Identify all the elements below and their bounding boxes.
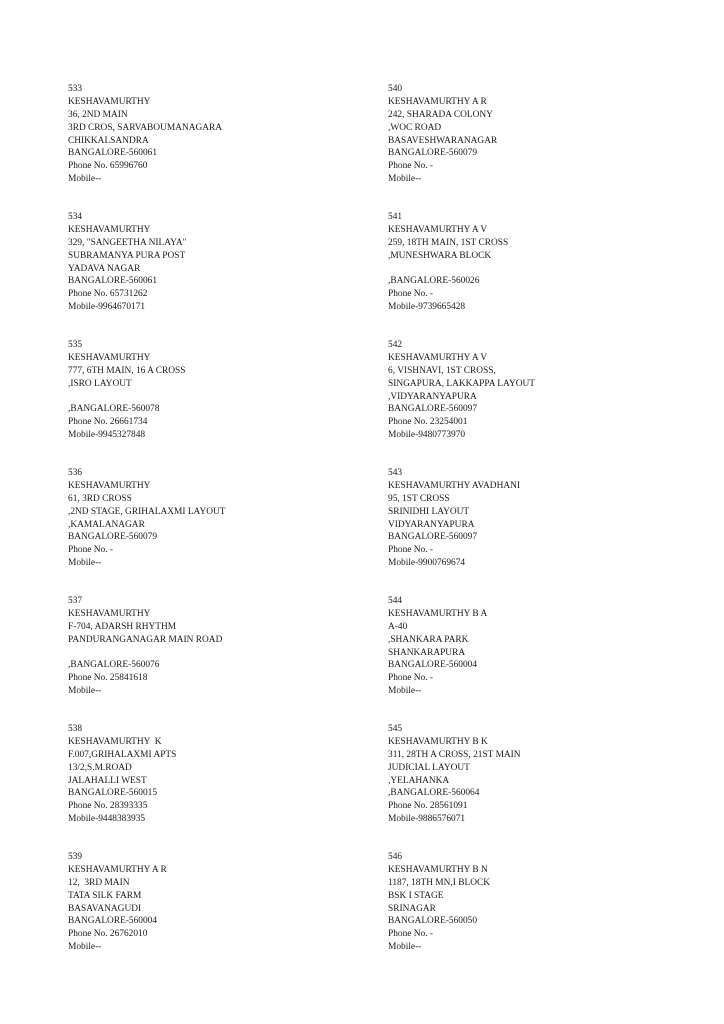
address-line-1: F-704, ADARSH RHYTHM	[68, 621, 177, 632]
person-name: KESHAVAMURTHY A R	[388, 96, 487, 107]
city-pincode: BANGALORE-560079	[68, 532, 158, 543]
address-line-1: 259, 18TH MAIN, 1ST CROSS	[388, 237, 509, 248]
address-line-3: ,KAMALANAGAR	[68, 519, 145, 530]
phone-number: Phone No. -	[388, 289, 434, 300]
person-name: KESHAVAMURTHY A R	[68, 864, 167, 875]
phone-number: Phone No. -	[388, 545, 434, 556]
phone-number: Phone No. 65731262	[68, 289, 148, 300]
directory-entry	[388, 851, 688, 979]
phone-number: Phone No. -	[388, 161, 434, 172]
address-line-3: YADAVA NAGAR	[68, 263, 141, 274]
directory-entry	[388, 595, 688, 723]
city-pincode: BANGALORE-560079	[388, 148, 478, 159]
phone-number: Phone No. 25841618	[68, 673, 148, 684]
city-pincode: BANGALORE-560050	[388, 916, 478, 927]
address-line-2: ,MUNESHWARA BLOCK	[388, 250, 492, 261]
entry-number: 541	[388, 212, 403, 222]
mobile-number: Mobile--	[68, 174, 102, 185]
phone-number: Phone No. -	[388, 929, 434, 940]
address-line-2: 3RD CROS, SARVABOUMANAGARA	[68, 122, 223, 133]
city-pincode: BANGALORE-560061	[68, 276, 158, 287]
person-name: KESHAVAMURTHY A V	[388, 224, 488, 235]
mobile-number: Mobile--	[68, 942, 102, 953]
address-line-3: BASAVANAGUDI	[68, 903, 142, 914]
directory-entry	[388, 467, 688, 595]
directory-entry	[68, 723, 368, 851]
address-line-2: PANDURANGANAGAR MAIN ROAD	[68, 634, 223, 645]
address-line-2: ,2ND STAGE, GRIHALAXMI LAYOUT	[68, 506, 226, 517]
address-line-2: 13/2,S.M.ROAD	[68, 762, 132, 773]
mobile-number: Mobile-9945327848	[68, 430, 146, 441]
person-name: KESHAVAMURTHY A V	[388, 352, 488, 363]
phone-number: Phone No. -	[388, 673, 434, 684]
entry-number: 542	[388, 340, 403, 350]
address-line-2: ,WOC ROAD	[388, 122, 442, 133]
entry-number: 538	[68, 724, 83, 734]
mobile-number: Mobile-9448383935	[68, 814, 146, 825]
mobile-number: Mobile-9900769674	[388, 558, 466, 569]
person-name: KESHAVAMURTHY	[68, 96, 151, 107]
person-name: KESHAVAMURTHY	[68, 480, 151, 491]
directory-entry	[68, 211, 368, 339]
entry-number: 545	[388, 724, 403, 734]
address-line-2: SUBRAMANYA PURA POST	[68, 250, 186, 261]
city-pincode: ,BANGALORE-560026	[388, 276, 480, 287]
address-line-3: SHANKARAPURA	[388, 647, 466, 658]
address-line-2: TATA SILK FARM	[68, 890, 142, 901]
city-pincode: ,BANGALORE-560078	[68, 404, 160, 415]
address-line-3	[68, 647, 368, 660]
address-line-2: ,ISRO LAYOUT	[68, 378, 132, 389]
phone-number: Phone No. 28393335	[68, 801, 148, 812]
city-pincode: BANGALORE-560004	[68, 916, 158, 927]
mobile-number: Mobile-9739665428	[388, 302, 466, 313]
city-pincode: BANGALORE-560061	[68, 148, 158, 159]
city-pincode: BANGALORE-560097	[388, 532, 478, 543]
mobile-number: Mobile--	[68, 558, 102, 569]
right-column	[388, 83, 688, 979]
address-line-3: VIDYARANYAPURA	[388, 519, 475, 530]
address-line-1: 311, 28TH A CROSS, 21ST MAIN	[388, 749, 521, 760]
address-line-3: SRINAGAR	[388, 903, 436, 914]
person-name: KESHAVAMURTHY AVADHANI	[388, 480, 521, 491]
person-name: KESHAVAMURTHY B K	[388, 736, 488, 747]
directory-entry	[388, 83, 688, 211]
person-name: KESHAVAMURTHY B N	[388, 864, 488, 875]
address-line-1: 36, 2ND MAIN	[68, 109, 128, 120]
mobile-number: Mobile--	[388, 174, 422, 185]
city-pincode: ,BANGALORE-560064	[388, 788, 480, 799]
address-line-1: 12, 3RD MAIN	[68, 877, 130, 888]
person-name: KESHAVAMURTHY K	[68, 736, 162, 747]
address-line-1: A-40	[388, 621, 408, 632]
left-column	[68, 83, 368, 979]
address-line-1: 6, VISHNAVI, 1ST CROSS,	[388, 365, 496, 376]
entry-number: 544	[388, 596, 403, 606]
directory-entry	[68, 595, 368, 723]
city-pincode: BANGALORE-560097	[388, 404, 478, 415]
entry-number: 543	[388, 468, 403, 478]
address-line-3	[388, 263, 688, 276]
directory-entry	[388, 211, 688, 339]
directory-entry	[68, 339, 368, 467]
mobile-number: Mobile-9480773970	[388, 430, 466, 441]
phone-number: Phone No. 65996760	[68, 161, 148, 172]
entry-number: 540	[388, 84, 403, 94]
address-line-2: JUDICIAL LAYOUT	[388, 762, 470, 773]
entry-number: 537	[68, 596, 83, 606]
entry-number: 534	[68, 212, 83, 222]
entry-number: 535	[68, 340, 83, 350]
address-line-1: 61, 3RD CROSS	[68, 493, 132, 504]
mobile-number: Mobile--	[68, 686, 102, 697]
entry-number: 546	[388, 852, 403, 862]
mobile-number: Mobile-9886576071	[388, 814, 466, 825]
address-line-3	[68, 391, 368, 404]
address-line-1: 95, 1ST CROSS	[388, 493, 450, 504]
address-line-2: BSK I STAGE	[388, 890, 444, 901]
phone-number: Phone No. -	[68, 545, 114, 556]
entry-number: 533	[68, 84, 83, 94]
city-pincode: BANGALORE-560004	[388, 660, 478, 671]
entry-number: 536	[68, 468, 83, 478]
address-line-1: F.007,GRIHALAXMI APTS	[68, 749, 177, 760]
directory-entry	[68, 851, 368, 979]
directory-entry	[68, 83, 368, 211]
city-pincode: BANGALORE-560015	[68, 788, 158, 799]
address-line-1: 1187, 18TH MN,I BLOCK	[388, 877, 490, 888]
city-pincode: ,BANGALORE-560076	[68, 660, 160, 671]
address-line-1: 329, "SANGEETHA NILAYA"	[68, 237, 187, 248]
phone-number: Phone No. 26661734	[68, 417, 148, 428]
entry-number: 539	[68, 852, 83, 862]
address-line-1: 242, SHARADA COLONY	[388, 109, 493, 120]
address-line-3: CHIKKALSANDRA	[68, 135, 149, 146]
phone-number: Phone No. 26762010	[68, 929, 148, 940]
directory-entry	[388, 723, 688, 851]
phone-number: Phone No. 23254001	[388, 417, 468, 428]
person-name: KESHAVAMURTHY B A	[388, 608, 488, 619]
person-name: KESHAVAMURTHY	[68, 352, 151, 363]
phone-number: Phone No. 28561091	[388, 801, 468, 812]
mobile-number: Mobile-9964670171	[68, 302, 146, 313]
address-line-1: 777, 6TH MAIN, 16 A CROSS	[68, 365, 186, 376]
address-line-3: ,YELAHANKA	[388, 775, 450, 786]
mobile-number: Mobile--	[388, 686, 422, 697]
directory-entry	[68, 467, 368, 595]
mobile-number: Mobile--	[388, 942, 422, 953]
address-line-2: ,SHANKARA PARK	[388, 634, 469, 645]
address-line-3: JALAHALLI WEST	[68, 775, 147, 786]
address-line-3: BASAVESHWARANAGAR	[388, 135, 498, 146]
address-line-3: ,VIDYARANYAPURA	[388, 391, 477, 402]
address-line-2: SRINIDHI LAYOUT	[388, 506, 470, 517]
address-line-2: SINGAPURA, LAKKAPPA LAYOUT	[388, 378, 535, 389]
directory-entry	[388, 339, 688, 467]
person-name: KESHAVAMURTHY	[68, 608, 151, 619]
person-name: KESHAVAMURTHY	[68, 224, 151, 235]
